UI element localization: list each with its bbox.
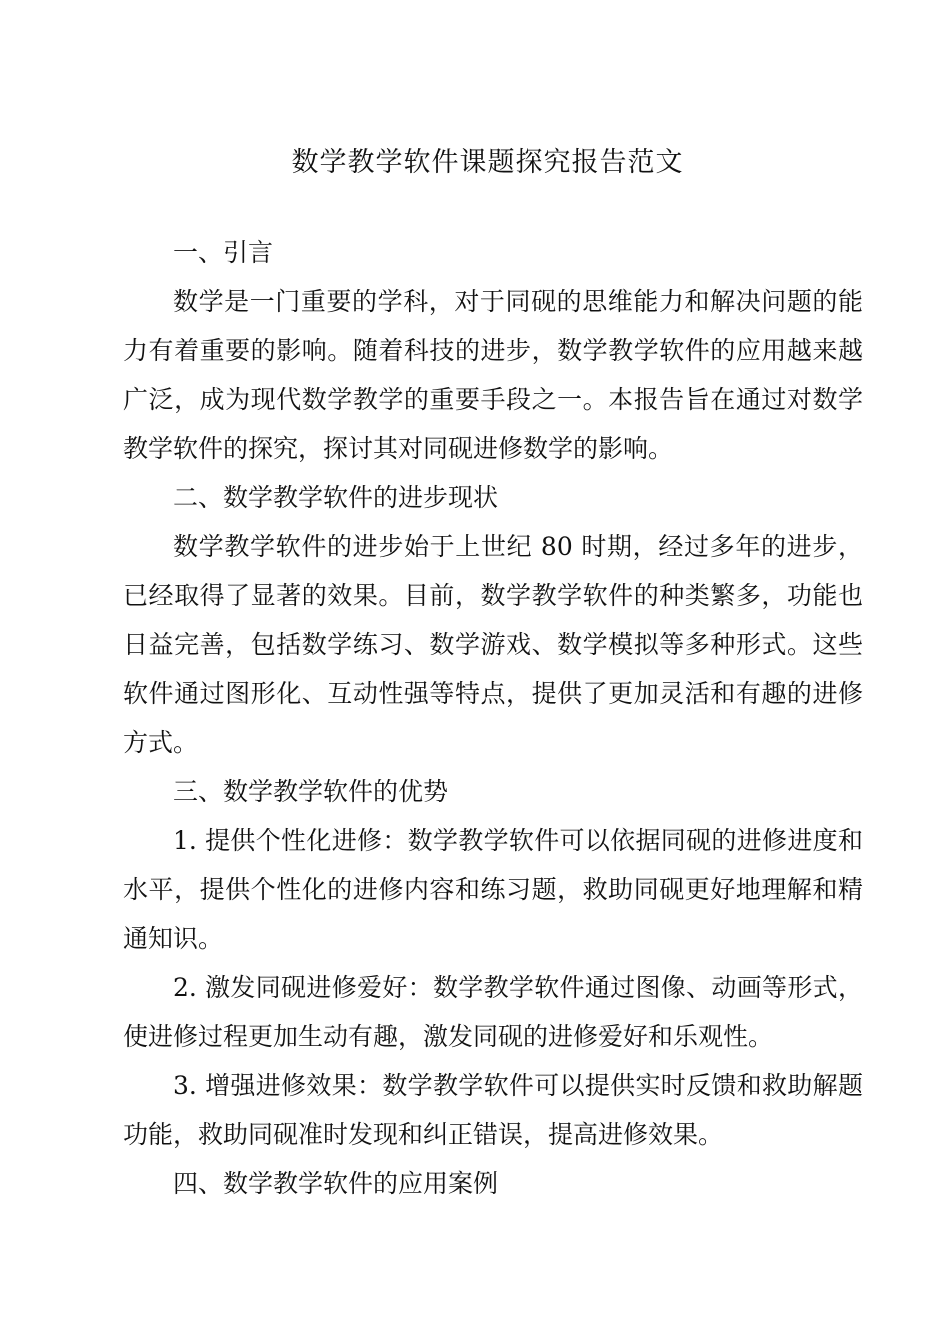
paragraph-advantage-3: 3. 增强进修效果：数学教学软件可以提供实时反馈和救助解题功能，救助同砚准时发现和纠正错误，提高进修效果。 <box>123 1071 863 1149</box>
section-heading-introduction: 一、引言 <box>173 238 274 267</box>
document-body <box>123 228 863 1208</box>
section-heading-cases: 四、数学教学软件的应用案例 <box>173 1169 499 1198</box>
section-heading-advantages: 三、数学教学软件的优势 <box>173 777 449 806</box>
section-heading-development: 二、数学教学软件的进步现状 <box>173 483 499 512</box>
paragraph-introduction: 数学是一门重要的学科，对于同砚的思维能力和解决问题的能力有着重要的影响。随着科技的进步，数学教学软件的应用越来越广泛，成为现代数学教学的重要手段之一。本报告旨在通过对数学教学软件的探究，探讨其对同砚进修数学的影响。 <box>123 287 863 463</box>
paragraph-advantage-2: 2. 激发同砚进修爱好：数学教学软件通过图像、动画等形式，使进修过程更加生动有趣，激发同砚的进修爱好和乐观性。 <box>123 973 863 1051</box>
paragraph-advantage-1: 1. 提供个性化进修：数学教学软件可以依据同砚的进修进度和水平，提供个性化的进修内容和练习题，救助同砚更好地理解和精通知识。 <box>123 826 863 953</box>
paragraph-development: 数学教学软件的进步始于上世纪 80 时期，经过多年的进步，已经取得了显著的效果。目前，数学教学软件的种类繁多，功能也日益完善，包括数学练习、数学游戏、数学模拟等多种形式。这些软件通过图形化、互动性强等特点，提供了更加灵活和有趣的进修方式。 <box>123 532 863 757</box>
document-title: 数学教学软件课题探究报告范文 <box>291 147 684 178</box>
